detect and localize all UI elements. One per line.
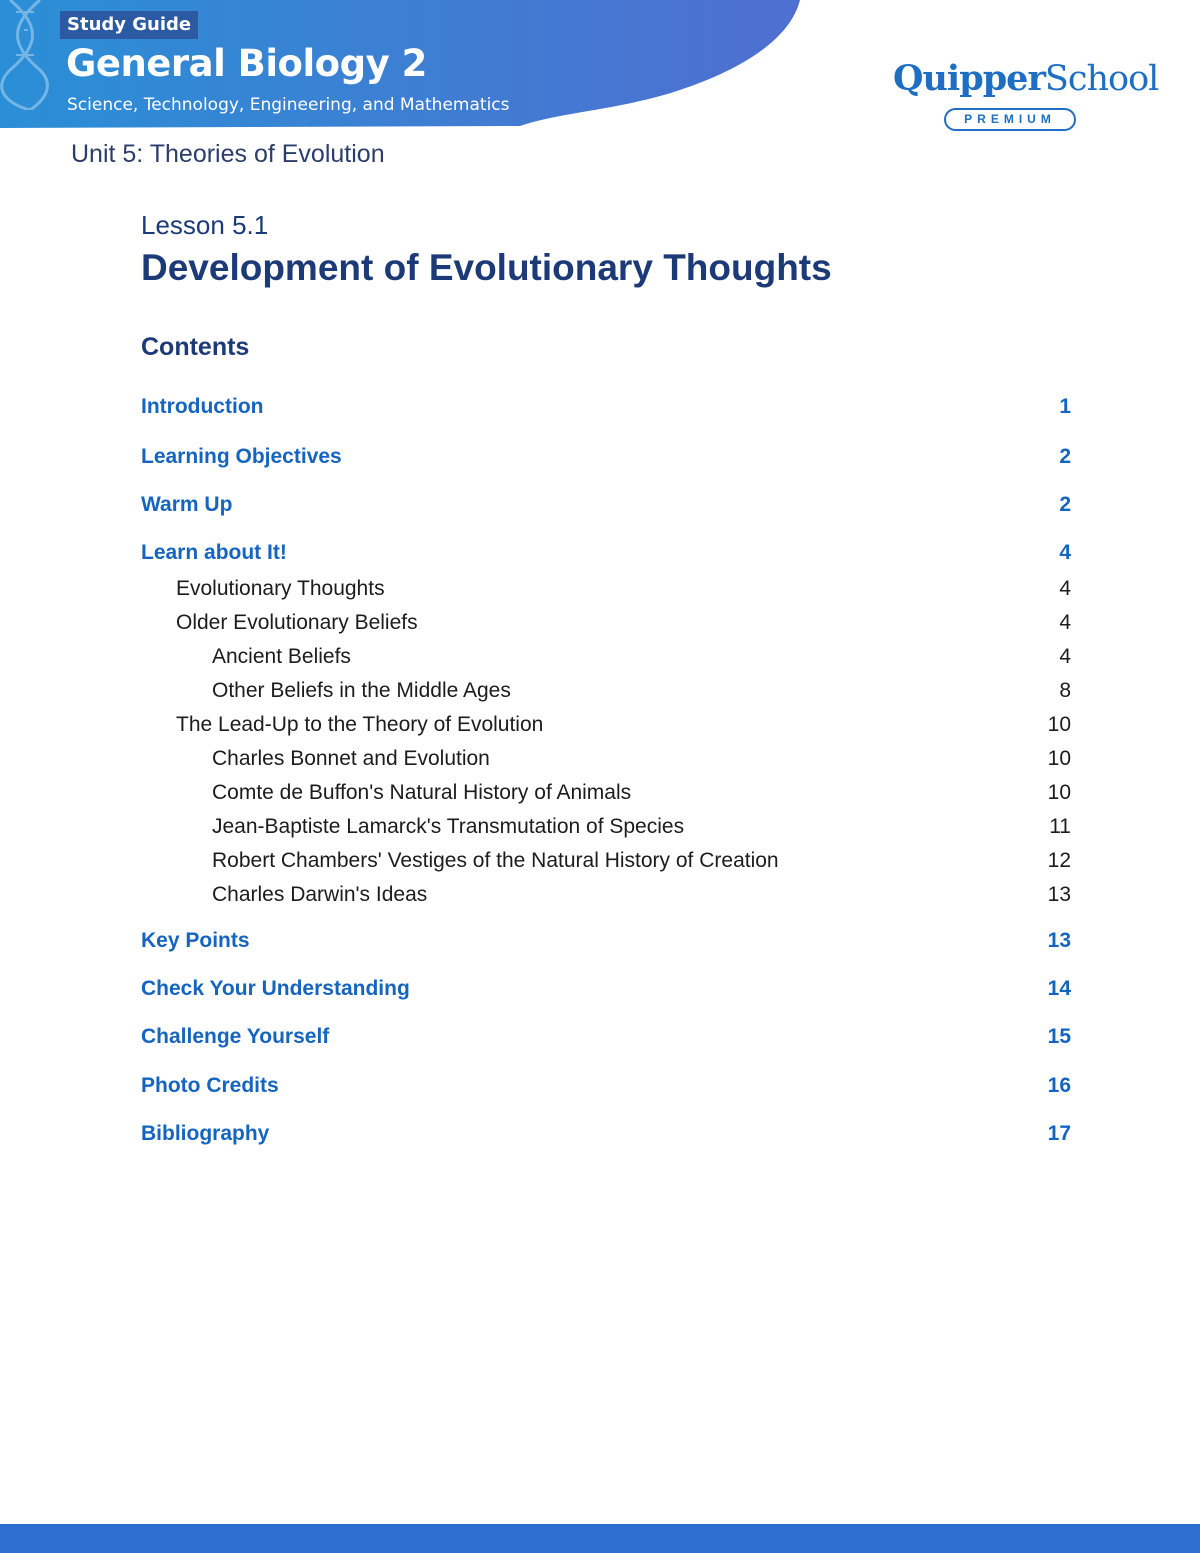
- toc-label: Jean-Baptiste Lamarck's Transmutation of Species: [212, 815, 685, 838]
- lesson-title: Development of Evolutionary Thoughts: [141, 247, 832, 288]
- toc-page-number: 2: [1059, 493, 1071, 516]
- toc-label: Challenge Yourself: [141, 1025, 330, 1048]
- toc-label: Photo Credits: [141, 1074, 279, 1097]
- toc-label: Comte de Buffon's Natural History of Animals: [212, 781, 632, 804]
- toc-subsection-link[interactable]: [141, 883, 1071, 913]
- toc-subsection-link[interactable]: [141, 747, 1071, 777]
- toc-page-number: 4: [1059, 541, 1071, 564]
- toc-label: Robert Chambers' Vestiges of the Natural History of Creation: [212, 849, 779, 872]
- toc-label: Older Evolutionary Beliefs: [176, 611, 418, 634]
- toc-subsection-link[interactable]: [141, 577, 1071, 607]
- toc-page-number: 4: [1059, 611, 1071, 634]
- toc-label: Learning Objectives: [141, 445, 342, 468]
- toc-page-number: 4: [1059, 577, 1071, 600]
- toc-page-number: 1: [1059, 395, 1071, 418]
- toc-label: The Lead-Up to the Theory of Evolution: [176, 713, 544, 736]
- toc-page-number: 10: [1047, 713, 1071, 736]
- toc-page-number: 13: [1047, 929, 1071, 952]
- toc-label: Evolutionary Thoughts: [176, 577, 385, 600]
- toc-page-number: 11: [1049, 815, 1071, 838]
- toc-page-number: 15: [1047, 1025, 1071, 1048]
- toc-subsection-link[interactable]: [141, 815, 1071, 845]
- toc-section-link[interactable]: [141, 1074, 1071, 1104]
- toc-subsection-link[interactable]: [141, 679, 1071, 709]
- toc-label: Introduction: [141, 395, 264, 418]
- toc-section-link[interactable]: [141, 395, 1071, 425]
- toc-section-link[interactable]: [141, 445, 1071, 475]
- toc-page-number: 4: [1059, 645, 1071, 668]
- toc-subsection-link[interactable]: [141, 781, 1071, 811]
- toc-label: Learn about It!: [141, 541, 287, 564]
- quipper-school-logo: [893, 58, 1159, 138]
- toc-label: Charles Bonnet and Evolution: [212, 747, 490, 770]
- toc-subsection-link[interactable]: [141, 611, 1071, 641]
- toc-label: Ancient Beliefs: [212, 645, 351, 668]
- toc-page-number: 10: [1047, 747, 1071, 770]
- toc-page-number: 8: [1059, 679, 1071, 702]
- unit-heading: Unit 5: Theories of Evolution: [71, 140, 385, 168]
- toc-page-number: 14: [1047, 977, 1071, 1000]
- toc-page-number: 17: [1047, 1122, 1071, 1145]
- toc-subsection-link[interactable]: [141, 713, 1071, 743]
- dna-icon: [0, 0, 60, 110]
- toc-label: Other Beliefs in the Middle Ages: [212, 679, 511, 702]
- logo-word-school: School: [1044, 59, 1159, 99]
- toc-section-link[interactable]: [141, 541, 1071, 571]
- toc-page-number: 2: [1059, 445, 1071, 468]
- logo-word-quipper: Quipper: [893, 58, 1045, 99]
- contents-heading: Contents: [141, 333, 250, 361]
- header-banner: [0, 0, 810, 132]
- footer-bar: [0, 1524, 1200, 1553]
- toc-section-link[interactable]: [141, 493, 1071, 523]
- toc-page-number: 10: [1047, 781, 1071, 804]
- toc-label: Warm Up: [141, 493, 233, 516]
- toc-label: Charles Darwin's Ideas: [212, 883, 428, 906]
- toc-section-link[interactable]: [141, 1025, 1071, 1055]
- toc-page-number: 13: [1047, 883, 1071, 906]
- toc-label: Check Your Understanding: [141, 977, 410, 1000]
- logo-wordmark: [893, 58, 1159, 99]
- study-guide-badge: Study Guide: [60, 11, 198, 39]
- toc-label: Key Points: [141, 929, 250, 952]
- toc-section-link[interactable]: [141, 929, 1071, 959]
- lesson-number: Lesson 5.1: [141, 210, 269, 240]
- course-subtitle: Science, Technology, Engineering, and Mathematics: [67, 95, 510, 115]
- toc-page-number: 16: [1047, 1074, 1071, 1097]
- toc-subsection-link[interactable]: [141, 645, 1071, 675]
- toc-page-number: 12: [1047, 849, 1071, 872]
- toc-label: Bibliography: [141, 1122, 270, 1145]
- toc-subsection-link[interactable]: [141, 849, 1071, 879]
- course-title: General Biology 2: [66, 42, 427, 85]
- toc-section-link[interactable]: [141, 1122, 1071, 1152]
- toc-section-link[interactable]: [141, 977, 1071, 1007]
- premium-pill: PREMIUM: [944, 108, 1076, 131]
